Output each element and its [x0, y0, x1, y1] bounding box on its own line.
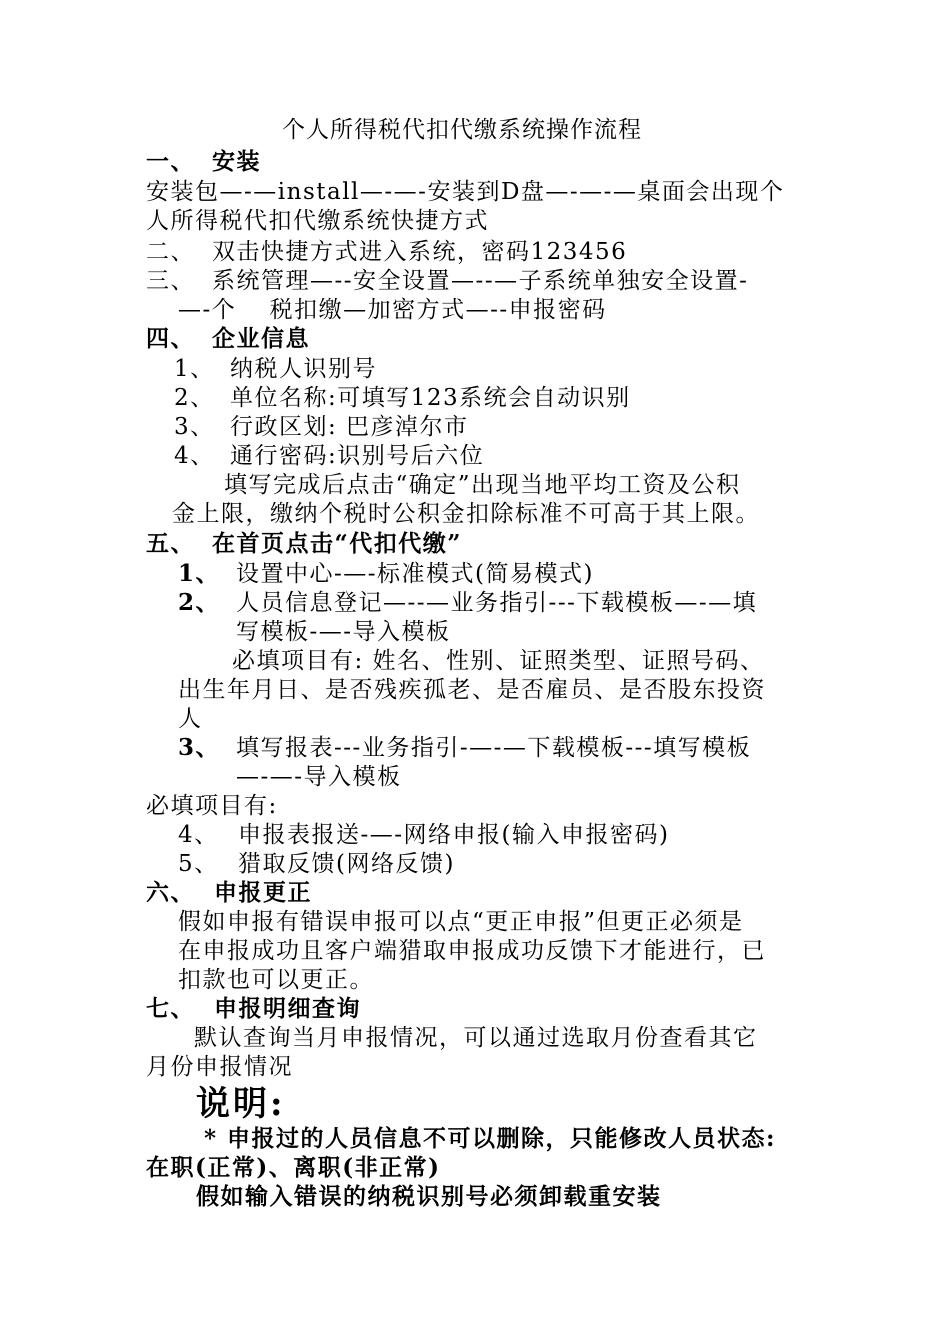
section-title: 安装 [212, 148, 261, 175]
list-number: 4、 [178, 822, 219, 848]
list-item-continuation: 写模板-—-导入模板 [236, 619, 451, 645]
list-item [178, 850, 455, 878]
list-text: 填写报表---业务指引-—-—下载模板---填写模板 [236, 735, 752, 761]
section-text: 系统管理—--安全设置—--—子系统单独安全设置- [212, 268, 749, 294]
paragraph-line: 在申报成功且客户端猎取申报成功反馈下才能进行，已 [178, 938, 766, 964]
list-item [178, 589, 757, 617]
section-number: 六、 [146, 879, 195, 906]
section-4-heading [146, 325, 310, 353]
list-item [174, 384, 631, 412]
list-number: 2、 [178, 589, 221, 616]
install-line-1: 安装包—-—install—-—-安装到D盘—-—-—桌面会出现个 [146, 179, 785, 205]
list-number: 1、 [174, 356, 215, 382]
list-number: 4、 [174, 443, 215, 469]
section-title: 企业信息 [212, 325, 310, 352]
list-item [178, 560, 594, 588]
section-number: 五、 [146, 530, 195, 557]
list-text: 人员信息登记—--—业务指引---下载模板—-—填 [236, 590, 758, 616]
section-text: 双击快捷方式进入系统，密码123456 [212, 239, 628, 265]
list-item-continuation: —-—-导入模板 [236, 764, 402, 790]
section-number: 四、 [146, 325, 195, 352]
section-number: 七、 [146, 995, 195, 1022]
list-number: 5、 [178, 851, 219, 877]
note-line: 在职(正常)、离职(非正常) [146, 1154, 441, 1181]
section-number: 二、 [146, 239, 195, 265]
paragraph-line: 月份申报情况 [146, 1054, 293, 1080]
list-item [174, 355, 377, 383]
list-number: 3、 [174, 414, 215, 440]
note-line: * 申报过的人员信息不可以删除，只能修改人员状态: [204, 1125, 777, 1152]
section-title: 申报更正 [214, 879, 312, 906]
list-item [174, 442, 484, 470]
section-number: 一、 [146, 148, 195, 175]
list-text: 猎取反馈(网络反馈) [238, 851, 455, 877]
paragraph-line: 人 [178, 706, 203, 732]
paragraph-line: 必填项目有: 姓名、性别、证照类型、证照号码、 [232, 648, 765, 674]
note-line: 假如输入错误的纳税识别号必须卸载重安装 [196, 1183, 662, 1210]
section-3-line-2: —-个 税扣缴—加密方式—--申报密码 [178, 297, 607, 323]
list-text: 单位名称:可填写123系统会自动识别 [230, 385, 631, 411]
section-2-line [146, 238, 627, 266]
section-title: 申报明细查询 [214, 995, 361, 1022]
section-number: 三、 [146, 268, 195, 294]
list-item [178, 734, 751, 762]
paragraph-line: 必填项目有: [146, 793, 278, 819]
paragraph-line: 出生年月日、是否残疾孤老、是否雇员、是否股东投资 [178, 677, 766, 703]
list-text: 申报表报送-—-网络申报(输入申报密码) [238, 822, 670, 848]
list-item [178, 821, 670, 849]
list-text: 通行密码:识别号后六位 [230, 443, 485, 469]
document-title: 个人所得税代扣代缴系统操作流程 [282, 117, 642, 143]
paragraph-line: 金上限，缴纳个税时公积金扣除标准不可高于其上限。 [172, 501, 760, 527]
section-5-heading [146, 530, 462, 558]
list-text: 行政区划: 巴彦淖尔市 [230, 414, 469, 440]
paragraph-line: 填写完成后点击“确定”出现当地平均工资及公积 [224, 472, 741, 498]
paragraph-line: 默认查询当月申报情况，可以通过选取月份查看其它 [194, 1025, 758, 1051]
list-number: 2、 [174, 385, 215, 411]
note-heading: 说明: [196, 1084, 286, 1124]
install-line-2: 人所得税代扣代缴系统快捷方式 [146, 208, 489, 234]
paragraph-line: 假如申报有错误申报可以点“更正申报”但更正必须是 [178, 909, 744, 935]
section-6-heading [146, 879, 312, 907]
list-number: 1、 [178, 560, 221, 587]
section-7-heading [146, 995, 361, 1023]
list-text: 纳税人识别号 [230, 356, 377, 382]
paragraph-line: 扣款也可以更正。 [178, 967, 374, 993]
list-item [174, 413, 469, 441]
section-3-line [146, 267, 748, 295]
list-number: 3、 [178, 734, 221, 761]
list-text: 设置中心-—-标准模式(简易模式) [236, 561, 594, 587]
section-1-heading [146, 148, 261, 176]
section-title: 在首页点击“代扣代缴” [212, 530, 462, 557]
